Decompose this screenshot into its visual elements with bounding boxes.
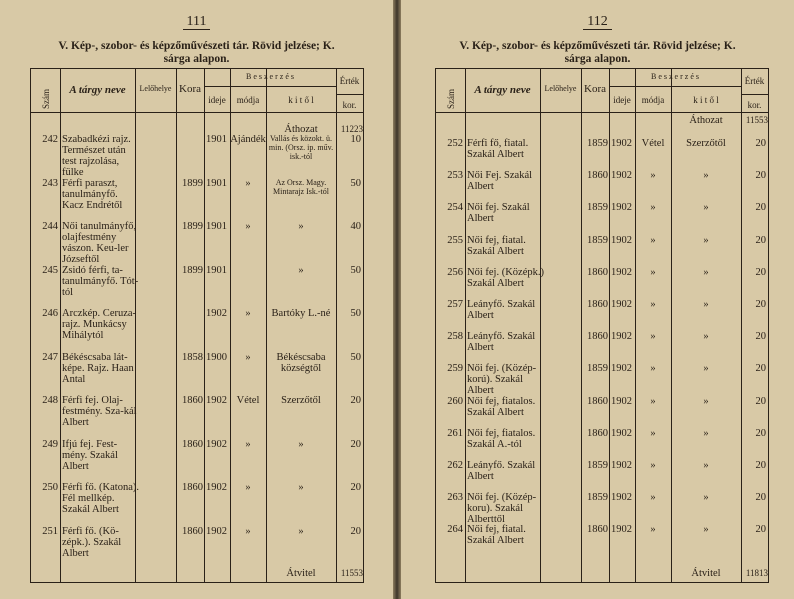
header-kitol: k i t ő l <box>693 95 719 105</box>
cell-modja: Vétel <box>641 138 665 149</box>
header-szam: Szám <box>41 89 51 109</box>
cell-modja: » <box>650 266 656 278</box>
cell-name: Női tanulmányfő, olajfestmény vászon. Keu-ler Józseftől <box>62 221 137 265</box>
cell-kitol: » <box>298 438 304 450</box>
cell-ertek: 20 <box>755 331 766 343</box>
cell-ideje: 1901 <box>206 264 227 276</box>
header-kor: kor. <box>342 100 357 110</box>
cell-name: Szabadkézi rajz. Természet után test rajzolása, fülke <box>62 134 131 178</box>
cell-modja: » <box>245 351 251 363</box>
cell-kora: 1860 <box>182 525 203 537</box>
carry-in-value: 11553 <box>745 115 768 125</box>
cell-ideje: 1902 <box>611 299 632 310</box>
header-szam: Szám <box>446 89 456 109</box>
cell-ideje: 1902 <box>206 308 227 319</box>
header-kor: kor. <box>747 100 762 110</box>
cell-modja: » <box>650 427 656 439</box>
left-page <box>0 0 393 599</box>
header-ertek: Érték <box>339 76 360 86</box>
cell-num: 257 <box>447 299 463 310</box>
cell-kitol: » <box>298 264 304 276</box>
header-kora: Kora <box>179 83 201 95</box>
cell-modja: » <box>650 234 656 246</box>
cell-ertek: 40 <box>350 221 361 232</box>
cell-ertek: 20 <box>755 492 766 504</box>
cell-ideje: 1901 <box>206 134 227 145</box>
cell-modja: » <box>650 460 656 471</box>
header-modja: módja <box>236 95 260 105</box>
cell-num: 251 <box>42 525 58 537</box>
cell-kitol: Bartóky L.-né <box>271 308 331 319</box>
right-page <box>401 0 794 599</box>
cell-name: Női fej. (Közép-korú). Szakál Albert <box>467 363 537 397</box>
cell-num: 248 <box>42 395 58 406</box>
cell-kitol: Az Orsz. Magy. Mintarajz Isk.-tól <box>273 177 329 196</box>
cell-name: Leányfő. Szakál Albert <box>467 460 536 482</box>
cell-ideje: 1902 <box>611 363 632 375</box>
cell-ideje: 1901 <box>206 177 227 189</box>
cell-ideje: 1902 <box>206 438 227 450</box>
cell-modja: » <box>650 524 656 536</box>
cell-name: Női Fej. Szakál Albert <box>467 170 533 193</box>
cell-num: 252 <box>447 138 463 149</box>
carry-out-value: 11813 <box>745 568 768 578</box>
cell-kora: 1858 <box>182 351 203 363</box>
cell-modja: » <box>245 221 251 232</box>
cell-name: Leányfő. Szakál Albert <box>467 331 536 354</box>
ledger-table <box>30 68 363 583</box>
cell-ideje: 1902 <box>611 460 632 471</box>
cell-num: 254 <box>447 202 463 214</box>
cell-kora: 1860 <box>587 331 608 343</box>
cell-kitol: » <box>298 482 304 493</box>
carry-in-label: Áthozat <box>689 115 723 126</box>
page-number: 111 <box>0 14 393 30</box>
title-line-1: V. Kép-, szobor- és képzőművészeti tár. Rövid jelzése; K. <box>58 40 335 52</box>
cell-kitol: » <box>703 395 709 407</box>
cell-ideje: 1902 <box>611 492 632 504</box>
cell-kora: 1860 <box>587 524 608 536</box>
cell-name: Ifjú fej. Fest-mény. Szakál Albert <box>62 438 118 472</box>
cell-num: 243 <box>42 177 58 189</box>
cell-modja: » <box>245 438 251 450</box>
header-lelohely: Lelőhelye <box>544 84 577 93</box>
cell-num: 262 <box>447 460 463 471</box>
cell-name: Férfi fő, fiatal. Szakál Albert <box>467 138 529 160</box>
page-title <box>401 40 794 66</box>
cell-kora: 1860 <box>182 482 203 493</box>
cell-name: Leányfő. Szakál Albert <box>467 299 536 321</box>
cell-ertek: 20 <box>755 138 766 149</box>
cell-name: Békéscsaba lát-képe. Rajz. Haan Antal <box>62 351 134 385</box>
cell-kora: 1859 <box>587 202 608 214</box>
cell-name: Zsidó férfi, ta-tanulmányfő. Tót-tól <box>62 264 139 298</box>
cell-ideje: 1902 <box>611 427 632 439</box>
cell-num: 263 <box>447 492 463 504</box>
cell-modja: Ajándék <box>230 134 266 145</box>
cell-kora: 1860 <box>587 170 608 182</box>
cell-name: Női fej, fiatal. Szakál Albert <box>467 524 526 547</box>
cell-num: 259 <box>447 363 463 375</box>
cell-modja: » <box>245 525 251 537</box>
cell-num: 249 <box>42 438 58 450</box>
cell-kora: 1860 <box>182 395 203 406</box>
carry-out-value: 11553 <box>340 568 363 578</box>
cell-ideje: 1902 <box>611 138 632 149</box>
cell-kitol: » <box>703 460 709 471</box>
cell-kora: 1859 <box>587 138 608 149</box>
header-targy: A tárgy neve <box>474 84 531 96</box>
cell-kitol: » <box>298 221 304 232</box>
cell-kora: 1859 <box>587 234 608 246</box>
cell-name: Női fej. (Középk.) Szakál Albert <box>467 266 544 289</box>
cell-ertek: 20 <box>755 266 766 278</box>
cell-name: Férfi fő. (Katona). Fél mellkép. Szakál Albert <box>62 482 139 515</box>
cell-name: Férfi paraszt, tanulmányfő. Kacz Endrétől <box>62 177 123 211</box>
cell-modja: » <box>245 482 251 493</box>
cell-kitol: » <box>703 331 709 343</box>
cell-num: 253 <box>447 170 463 182</box>
cell-kitol: » <box>703 299 709 310</box>
cell-num: 245 <box>42 264 58 276</box>
cell-modja: Vétel <box>236 395 260 406</box>
cell-name: Női fej, fiatalos. Szakál A.-tól <box>467 427 536 450</box>
page-number: 112 <box>401 14 794 30</box>
title-line-1: V. Kép-, szobor- és képzőművészeti tár. Rövid jelzése; K. <box>459 40 736 52</box>
cell-modja: » <box>245 177 251 189</box>
cell-kora: 1860 <box>587 427 608 439</box>
cell-kitol: » <box>703 266 709 278</box>
cell-ideje: 1902 <box>206 395 227 406</box>
cell-kora: 1860 <box>182 438 203 450</box>
cell-ertek: 20 <box>350 525 361 537</box>
cell-ideje: 1902 <box>611 170 632 182</box>
cell-ideje: 1902 <box>206 525 227 537</box>
cell-modja: » <box>650 299 656 310</box>
cell-kitol: » <box>703 363 709 375</box>
cell-name: Női fej. (Közép-koru). Szakál Alberttől <box>467 492 537 526</box>
cell-num: 244 <box>42 221 58 232</box>
cell-ertek: 10 <box>350 134 361 145</box>
header-ideje: ideje <box>613 95 631 105</box>
cell-ertek: 50 <box>350 177 361 189</box>
cell-ertek: 20 <box>350 482 361 493</box>
cell-ertek: 20 <box>755 363 766 375</box>
cell-num: 261 <box>447 427 463 439</box>
cell-modja: » <box>650 170 656 182</box>
cell-ideje: 1901 <box>206 221 227 232</box>
header-modja: módja <box>641 95 665 105</box>
cell-ideje: 1902 <box>611 202 632 214</box>
title-line-2: sárga alapon. <box>564 53 631 65</box>
cell-num: 250 <box>42 482 58 493</box>
cell-kitol: » <box>703 202 709 214</box>
cell-num: 242 <box>42 134 58 145</box>
title-line-2: sárga alapon. <box>163 53 230 65</box>
cell-name: Női fej, fiatalos. Szakál Albert <box>467 395 536 418</box>
cell-kora: 1859 <box>587 492 608 504</box>
ledger-table <box>435 68 768 583</box>
header-beszerzes: B e s z e r z é s <box>246 72 294 81</box>
carry-in-value: 11223 <box>340 124 363 134</box>
header-targy: A tárgy neve <box>69 84 126 96</box>
header-lelohely: Lelőhelye <box>139 84 172 93</box>
cell-modja: » <box>650 202 656 214</box>
cell-kitol: » <box>703 234 709 246</box>
header-beszerzes: B e s z e r z é s <box>651 72 699 81</box>
cell-ertek: 50 <box>350 264 361 276</box>
header-kitol: k i t ő l <box>288 95 314 105</box>
cell-ertek: 20 <box>350 395 361 406</box>
carry-out-label: Átvitel <box>691 568 721 579</box>
cell-ertek: 20 <box>755 202 766 214</box>
cell-ertek: 20 <box>350 438 361 450</box>
cell-kora: 1859 <box>587 460 608 471</box>
cell-kitol: Vallás és közokt. ü. min. (Orsz. ip. műv. isk.-tól <box>268 134 334 161</box>
cell-ertek: 20 <box>755 427 766 439</box>
cell-num: 260 <box>447 395 463 407</box>
cell-ertek: 20 <box>755 524 766 536</box>
cell-ertek: 20 <box>755 395 766 407</box>
cell-kitol: Békéscsaba községtől <box>276 351 326 374</box>
cell-kora: 1860 <box>587 395 608 407</box>
cell-num: 264 <box>447 524 463 536</box>
cell-name: Női fej. Szakál Albert <box>467 202 530 225</box>
header-ideje: ideje <box>208 95 226 105</box>
cell-ertek: 20 <box>755 299 766 310</box>
cell-name: Női fej, fiatal. Szakál Albert <box>467 234 526 257</box>
cell-kitol: » <box>703 427 709 439</box>
cell-ertek: 20 <box>755 460 766 471</box>
page-title <box>0 40 393 66</box>
cell-name: Férfi fő. (Kö-zépk.). Szakál Albert <box>62 525 122 559</box>
cell-ideje: 1902 <box>611 234 632 246</box>
cell-ideje: 1900 <box>206 351 227 363</box>
cell-ertek: 20 <box>755 234 766 246</box>
cell-num: 256 <box>447 266 463 278</box>
cell-modja: » <box>650 363 656 375</box>
cell-ideje: 1902 <box>611 395 632 407</box>
cell-kitol: » <box>703 524 709 536</box>
cell-kora: 1859 <box>587 363 608 375</box>
cell-kitol: » <box>703 492 709 504</box>
cell-kitol: Szerzőtől <box>686 138 726 149</box>
cell-kora: 1860 <box>587 299 608 310</box>
book-gutter <box>393 0 401 599</box>
cell-modja: » <box>650 331 656 343</box>
cell-kora: 1899 <box>182 221 203 232</box>
cell-modja: » <box>650 395 656 407</box>
cell-ideje: 1902 <box>611 331 632 343</box>
cell-name: Férfi fej. Olaj-festmény. Sza-kál Albert <box>62 395 137 428</box>
carry-out-label: Átvitel <box>286 568 316 579</box>
cell-ideje: 1902 <box>611 266 632 278</box>
cell-modja: » <box>245 308 251 319</box>
cell-num: 247 <box>42 351 58 363</box>
cell-kitol: » <box>298 525 304 537</box>
cell-ideje: 1902 <box>611 524 632 536</box>
header-kora: Kora <box>584 83 606 95</box>
cell-ideje: 1902 <box>206 482 227 493</box>
cell-ertek: 50 <box>350 308 361 319</box>
header-ertek: Érték <box>744 76 765 86</box>
cell-ertek: 20 <box>755 170 766 182</box>
cell-ertek: 50 <box>350 351 361 363</box>
cell-num: 258 <box>447 331 463 343</box>
cell-num: 246 <box>42 308 58 319</box>
cell-num: 255 <box>447 234 463 246</box>
cell-kora: 1860 <box>587 266 608 278</box>
cell-name: Arczkép. Ceruza-rajz. Munkácsy Mihálytól <box>62 308 137 341</box>
cell-modja: » <box>650 492 656 504</box>
cell-kora: 1899 <box>182 264 203 276</box>
cell-kitol: Szerzőtől <box>281 395 321 406</box>
cell-kitol: » <box>703 170 709 182</box>
cell-kora: 1899 <box>182 177 203 189</box>
carry-in-label: Áthozat <box>284 124 318 135</box>
